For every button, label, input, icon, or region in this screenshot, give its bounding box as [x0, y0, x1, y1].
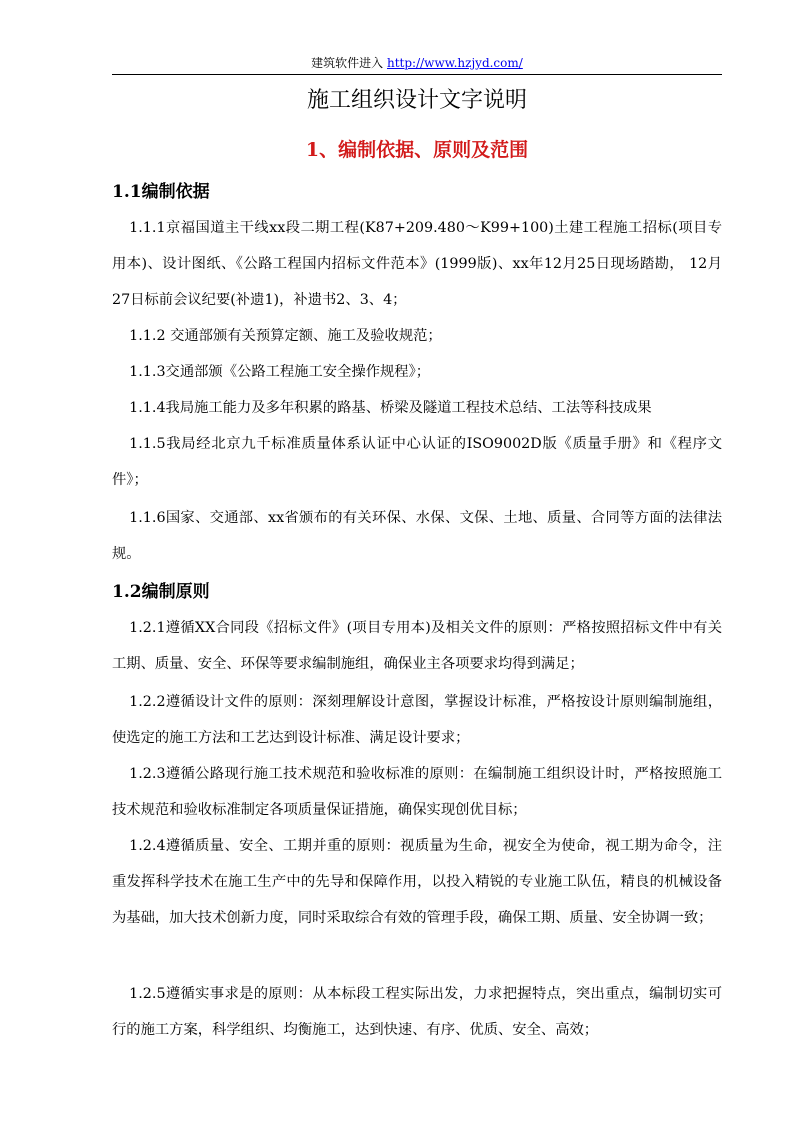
paragraph-1-1-5: 1.1.5我局经北京九千标准质量体系认证中心认证的ISO9002D版《质量手册》和《程序文件》；	[112, 436, 722, 488]
paragraph-1-1-6: 1.1.6国家、交通部、xx省颁布的有关环保、水保、文保、土地、质量、合同等方面的法律法规。	[112, 510, 722, 562]
document-title: 施工组织设计文字说明	[306, 88, 527, 113]
page-header	[112, 56, 722, 75]
paragraph-1-1-4: 1.1.4我局施工能力及多年积累的路基、桥梁及隧道工程技术总结、工法等科技成果	[129, 400, 652, 416]
header-link[interactable]: http://www.hzjyd.com/	[387, 56, 523, 70]
paragraph-1-1-2: 1.1.2 交通部颁有关预算定额、施工及验收规范；	[129, 328, 442, 344]
paragraph-1-1-1: 1.1.1京福国道主干线xx段二期工程(K87+209.480～K99+100)土建工程施工招标(项目专用本)、设计图纸、《公路工程国内招标文件范本》(1999版)、xx年12月25日现场踏勘， 12月27日标前会议纪要(补遗1)，补遗书2、3、4；	[112, 220, 722, 308]
header-rule	[112, 74, 722, 75]
header-prefix: 建筑软件进入	[311, 56, 387, 70]
subsection-heading-1-2: 1.2编制原则	[112, 582, 210, 602]
paragraph-1-2-1: 1.2.1遵循XX合同段《招标文件》(项目专用本)及相关文件的原则：严格按照招标文件中有关工期、质量、安全、环保等要求编制施组，确保业主各项要求均得到满足；	[112, 620, 722, 672]
subsection-heading-1-1: 1.1编制依据	[112, 182, 210, 202]
paragraph-1-1-3: 1.1.3交通部颁《公路工程施工安全操作规程》；	[129, 364, 431, 380]
paragraph-1-2-5: 1.2.5遵循实事求是的原则：从本标段工程实际出发，力求把握特点，突出重点，编制切实可行的施工方案，科学组织、均衡施工，达到快速、有序、优质、安全、高效；	[112, 986, 722, 1038]
section-title: 1、编制依据、原则及范围	[305, 139, 529, 161]
paragraph-1-2-3: 1.2.3遵循公路现行施工技术规范和验收标准的原则：在编制施工组织设计时，严格按照施工技术规范和验收标准制定各项质量保证措施，确保实现创优目标；	[112, 766, 722, 818]
paragraph-1-2-2: 1.2.2遵循设计文件的原则：深刻理解设计意图，掌握设计标准，严格按设计原则编制施组，使选定的施工方法和工艺达到设计标准、满足设计要求；	[112, 694, 722, 746]
paragraph-1-2-4: 1.2.4遵循质量、安全、工期并重的原则：视质量为生命，视安全为使命，视工期为命令，注重发挥科学技术在施工生产中的先导和保障作用，以投入精锐的专业施工队伍，精良的机械设备为基础，加大技术创新力度，同时采取综合有效的管理手段，确保工期、质量、安全协调一致；	[112, 838, 722, 926]
